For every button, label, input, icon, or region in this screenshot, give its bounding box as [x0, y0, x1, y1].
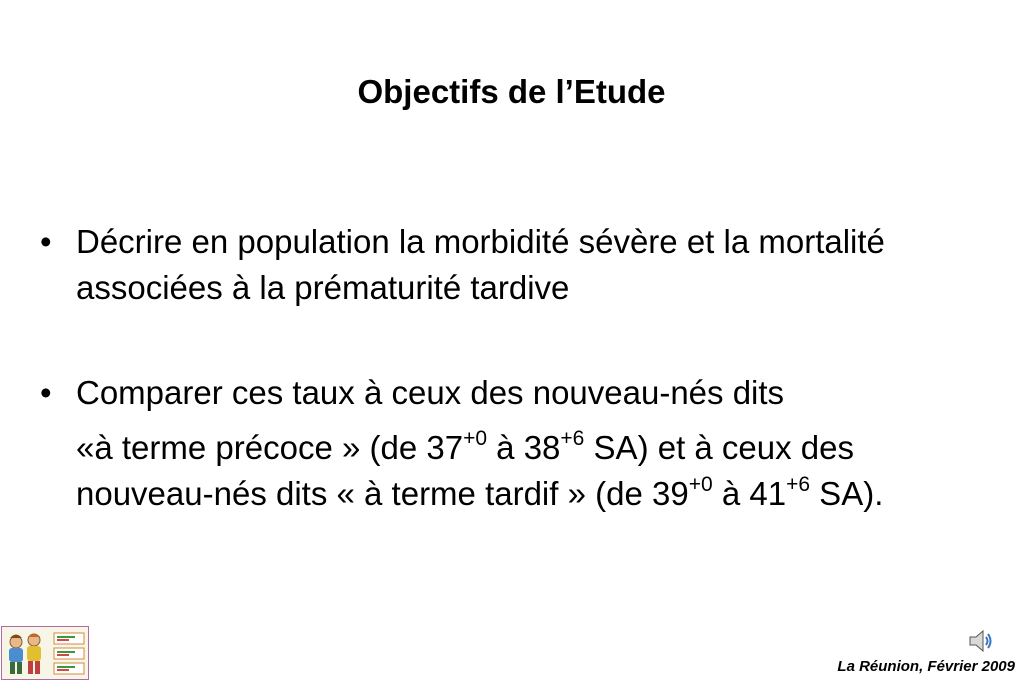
- slide-title: Objectifs de l’Etude: [357, 73, 666, 110]
- superscript: +6: [786, 473, 811, 496]
- superscript: +0: [688, 473, 713, 496]
- superscript: +0: [463, 427, 488, 450]
- bullet-text: Décrire en population la morbidité sévère et la mortalité associées à la prématurité tardive: [76, 223, 885, 306]
- speaker-icon[interactable]: [968, 627, 994, 655]
- children-logo-icon: [1, 626, 89, 680]
- text-segment: SA) et à ceux des nouveau-nés dits « à terme tardif » (de 39: [76, 429, 855, 512]
- text-segment: SA).: [810, 475, 884, 512]
- bullet-objective-2: [40, 370, 996, 517]
- footer-location-date: La Réunion, Février 2009: [837, 658, 1015, 675]
- text-segment: à 41: [712, 475, 787, 512]
- bullet-marker: •: [40, 223, 52, 260]
- text-segment: «à terme précoce » (de 37: [76, 429, 464, 466]
- bullet-marker: •: [40, 374, 52, 411]
- bullet-text-line1: Comparer ces taux à ceux des nouveau-nés dits: [76, 374, 785, 411]
- bullet-text-continuation: [76, 425, 996, 517]
- text-segment: à 38: [487, 429, 561, 466]
- bullet-objective-1: [40, 219, 996, 311]
- superscript: +6: [560, 427, 585, 450]
